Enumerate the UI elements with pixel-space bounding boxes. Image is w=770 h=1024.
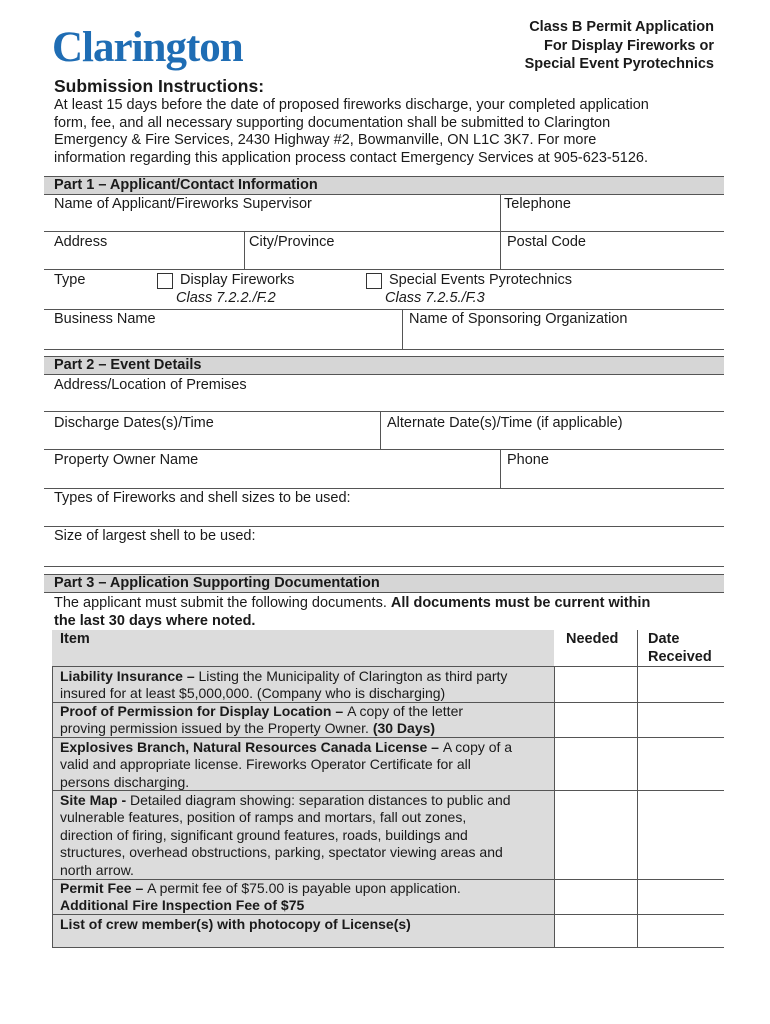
- doc-note: (30 Days): [372, 720, 436, 737]
- clarington-logo: Clarington: [52, 24, 243, 71]
- doc-permit-fee: [60, 880, 560, 915]
- date-column-header-line2: Received: [648, 649, 712, 665]
- telephone-field[interactable]: Telephone: [504, 196, 571, 212]
- form-title-line: Class B Permit Application: [529, 19, 714, 35]
- part3-section: [44, 574, 724, 952]
- doc-text: Listing the Municipality of Clarington as third party: [198, 668, 508, 684]
- largest-shell-field[interactable]: Size of largest shell to be used:: [54, 528, 256, 544]
- display-fireworks-label: Display Fireworks: [180, 272, 295, 288]
- business-name-field[interactable]: Business Name: [54, 311, 156, 327]
- doc-text: valid and appropriate license. Fireworks Operator Certificate for all: [60, 756, 471, 773]
- doc-text: A permit fee of $75.00 is payable upon application.: [147, 880, 461, 896]
- instructions-line: information regarding this application process contact Emergency Services at 905-623-5126.: [54, 149, 649, 166]
- part3-header: [44, 574, 724, 593]
- part1-title: Part 1 – Applicant/Contact Information: [54, 177, 318, 193]
- special-events-checkbox[interactable]: [366, 273, 382, 289]
- date-received-column-cells[interactable]: [638, 667, 724, 947]
- date-column-header-line1: Date: [648, 631, 680, 647]
- phone-field[interactable]: Phone: [507, 452, 549, 468]
- doc-text: persons discharging.: [60, 773, 190, 790]
- instructions-line: Emergency & Fire Services, 2430 Highway #2, Bowmanville, ON L1C 3K7. For more: [54, 132, 597, 149]
- doc-text: A copy of a: [442, 739, 513, 755]
- instructions-line: form, fee, and all necessary supporting documentation shall be submitted to Clarington: [54, 114, 611, 131]
- part3-intro-line1: [54, 595, 650, 612]
- doc-explosives-license: [60, 739, 560, 791]
- needed-column-header: Needed: [566, 631, 619, 647]
- doc-title: Explosives Branch, Natural Resources Canada License –: [60, 739, 443, 755]
- doc-site-map: [60, 792, 560, 879]
- instructions-line: At least 15 days before the date of proposed fireworks discharge, your completed application: [54, 97, 649, 113]
- property-owner-field[interactable]: Property Owner Name: [54, 452, 199, 468]
- submission-instructions-title: Submission Instructions:: [54, 76, 265, 96]
- display-fireworks-checkbox[interactable]: [157, 273, 173, 289]
- form-title-line: For Display Fireworks or: [543, 37, 714, 54]
- doc-title: Proof of Permission for Display Location –: [60, 703, 348, 719]
- part2-title: Part 2 – Event Details: [54, 357, 202, 373]
- doc-text: proving permission issued by the Property Owner.: [60, 720, 373, 737]
- doc-crew-list: [60, 916, 560, 933]
- city-province-field[interactable]: City/Province: [249, 234, 335, 250]
- fireworks-types-field[interactable]: Types of Fireworks and shell sizes to be used:: [54, 490, 351, 506]
- form-title: [525, 18, 714, 74]
- doc-title: Site Map -: [60, 792, 131, 808]
- doc-text: direction of firing, significant ground features, roads, buildings and: [60, 826, 468, 843]
- needed-column-cells[interactable]: [555, 667, 637, 947]
- item-header-cell: [52, 630, 554, 666]
- display-fireworks-class: Class 7.2.2./F.2: [176, 290, 276, 306]
- form-title-line: Special Event Pyrotechnics: [524, 56, 714, 72]
- doc-text: vulnerable features, position of ramps and mortars, fall out zones,: [60, 809, 467, 826]
- special-events-label: Special Events Pyrotechnics: [389, 272, 572, 288]
- alternate-dates-field[interactable]: Alternate Date(s)/Time (if applicable): [387, 415, 623, 431]
- part2-section: [44, 356, 724, 570]
- postal-code-field[interactable]: Postal Code: [507, 234, 586, 250]
- part3-intro-text: The applicant must submit the following documents.: [54, 595, 391, 611]
- item-column-header: Item: [60, 631, 90, 647]
- doc-title: List of crew member(s) with photocopy of License(s): [60, 916, 411, 932]
- sponsoring-organization-field[interactable]: Name of Sponsoring Organization: [409, 311, 628, 327]
- doc-proof-of-permission: [60, 703, 560, 738]
- address-field[interactable]: Address: [54, 234, 108, 250]
- submission-instructions-text: [54, 97, 694, 167]
- type-label: Type: [54, 272, 86, 288]
- doc-text: north arrow.: [60, 861, 134, 878]
- part3-title: Part 3 – Application Supporting Documentation: [54, 575, 380, 591]
- doc-title: Additional Fire Inspection Fee of $75: [60, 897, 305, 914]
- special-events-class: Class 7.2.5./F.3: [385, 290, 485, 306]
- premises-field[interactable]: Address/Location of Premises: [54, 377, 247, 393]
- discharge-dates-field[interactable]: Discharge Dates(s)/Time: [54, 415, 214, 431]
- part3-intro-emphasis: All documents must be current within: [390, 595, 651, 611]
- doc-text: Detailed diagram showing: separation distances to public and: [130, 792, 511, 808]
- doc-title: Liability Insurance –: [60, 668, 199, 684]
- doc-title: Permit Fee –: [60, 880, 148, 896]
- applicant-name-field[interactable]: Name of Applicant/Fireworks Supervisor: [54, 196, 312, 212]
- doc-text: A copy of the letter: [347, 703, 464, 719]
- part3-intro-line2: the last 30 days where noted.: [54, 613, 256, 629]
- doc-text: structures, overhead obstructions, parking, spectator viewing areas and: [60, 844, 503, 861]
- doc-text: insured for at least $5,000,000. (Company who is discharging): [60, 685, 446, 702]
- part2-header: [44, 356, 724, 375]
- part1-header: [44, 176, 724, 195]
- part1-section: [44, 176, 724, 350]
- doc-liability-insurance: [60, 668, 560, 703]
